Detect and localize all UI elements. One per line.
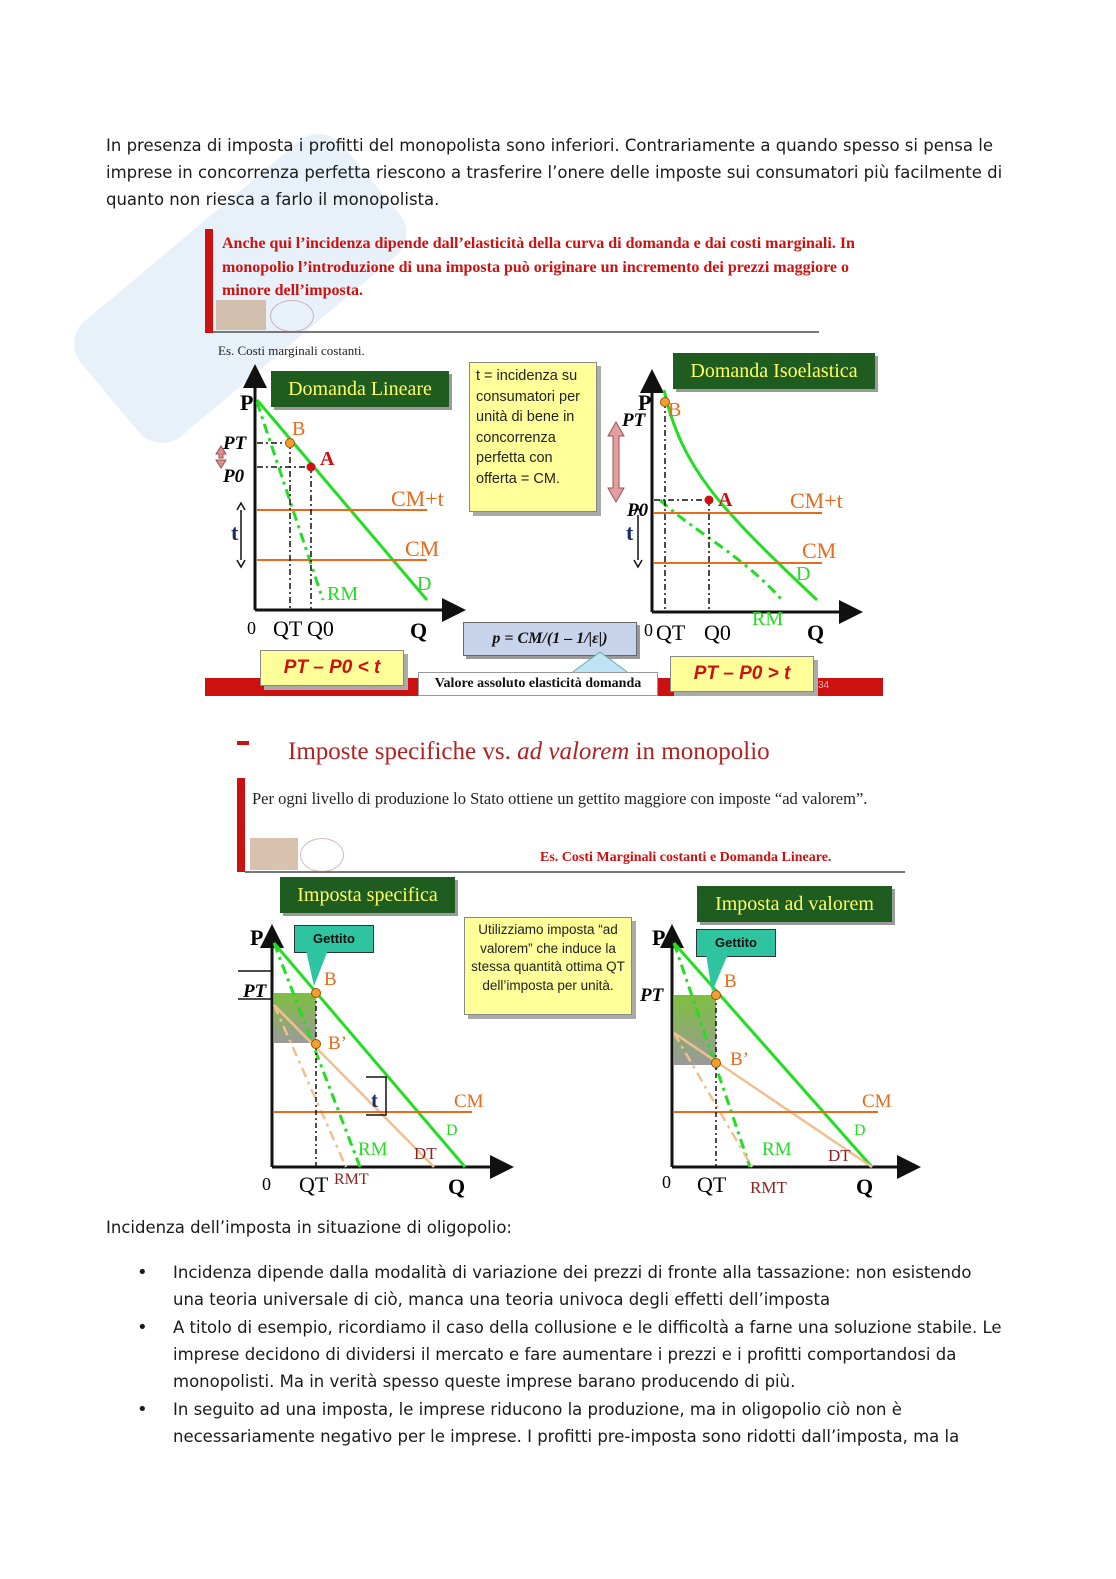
oligopoly-bullets (137, 1259, 1007, 1451)
label-q: Q (856, 1174, 874, 1199)
label-b-prime: B’ (730, 1049, 749, 1070)
label-t: t (371, 1088, 378, 1112)
chart-ad-valorem-tax (640, 905, 930, 1205)
point-b-prime (712, 1059, 721, 1068)
oligopoly-title: Incidenza dell’imposta in situazione di oligopolio: (106, 1218, 512, 1237)
label-qt: QT (299, 1172, 329, 1197)
slide1-rule (213, 331, 819, 333)
label-qt: QT (273, 616, 303, 641)
taxed-demand-line (274, 1005, 434, 1167)
bullet-item: • A titolo di esempio, ricordiamo il caso della collusione e le difficoltà a farne una soluzione stabile. Le imprese decidono di dividersi il mercato e fare aumentare i prezzi e i profitti comportandosi da monopolisti. Ma in verità spesso queste imprese barano producendo di più. (137, 1314, 1007, 1395)
label-pt: PT (223, 433, 247, 454)
slide2-rule (245, 871, 905, 873)
left-chart-title: Domanda Lineare (271, 371, 449, 407)
label-q0: Q0 (307, 616, 334, 641)
label-cm: CM (405, 536, 440, 561)
gettito-pointer-icon (300, 950, 340, 990)
label-zero: 0 (644, 620, 653, 640)
label-p0: P0 (627, 500, 649, 521)
point-a (307, 463, 316, 472)
label-a: A (320, 448, 335, 470)
ad-valorem-note: Utilizziamo imposta “ad valorem” che induce la stessa quantità ottima QT dell’imposta per unità. (464, 917, 632, 1015)
label-p0: P0 (223, 466, 245, 487)
label-q: Q (448, 1174, 466, 1199)
slide2-mark (237, 741, 249, 745)
label-t: t (626, 520, 634, 545)
gettito-pointer-icon-2 (700, 954, 740, 994)
seal-icon-2 (300, 838, 344, 872)
slide1-header: Anche qui l’incidenza dipende dall’elasticità della curva di domanda e dai costi marginali. In monopolio l’introduzione di una imposta può originare un incremento dei prezzi maggiore o minore dell’imposta. (222, 235, 855, 299)
gettito-callout-2: Gettito (696, 929, 776, 957)
label-b-prime: B’ (328, 1033, 347, 1054)
right-result-box: PT – P0 > t (670, 656, 814, 692)
bullet-item: • In seguito ad una imposta, le imprese riducono la produzione, ma in oligopolio ciò non è necessariamente negativo per le imprese. I profitti pre-imposta sono ridotti dall’imposta, ma la (137, 1396, 1007, 1450)
label-p: P (638, 390, 652, 415)
slide2-title-b: ad valorem (517, 738, 630, 765)
label-q: Q (807, 620, 825, 645)
chart-isoelastic-demand (612, 360, 872, 645)
label-dt: DT (414, 1144, 437, 1163)
slide2-title (288, 738, 770, 766)
label-cm-t: CM+t (790, 488, 843, 513)
label-cm: CM (454, 1091, 484, 1112)
label-rmt: RMT (334, 1171, 369, 1188)
label-q0: Q0 (704, 620, 731, 645)
label-cm-t: CM+t (391, 486, 444, 511)
label-cm: CM (802, 538, 837, 563)
label-d: D (446, 1122, 458, 1139)
label-a: A (718, 489, 733, 511)
right-chart-title: Domanda Isoelastica (673, 353, 875, 389)
label-d: D (796, 563, 811, 585)
label-zero: 0 (662, 1172, 671, 1192)
label-p: P (652, 925, 666, 950)
intro-paragraph: In presenza di imposta i profitti del monopolista sono inferiori. Contrariamente a quando spesso si pensa le imprese in concorrenza perfetta riescono a trasferire l’onere delle imposte sui consumatori più facilmente di quanto non riesca a farlo il monopolista. (106, 136, 1003, 209)
slide2-title-c: in monopolio (635, 738, 770, 765)
label-qt: QT (656, 620, 686, 645)
label-zero: 0 (262, 1174, 271, 1194)
label-p: P (240, 390, 254, 415)
label-b: B (292, 418, 306, 440)
seal-icon (270, 300, 314, 332)
left-result-box: PT – P0 < t (260, 650, 404, 686)
gettito-callout: Gettito (294, 925, 374, 953)
slide1-example: Es. Costi marginali costanti. (218, 343, 365, 358)
label-q: Q (410, 618, 428, 643)
label-dt: DT (828, 1146, 851, 1165)
label-rm: RM (327, 583, 359, 605)
university-seal-icon (216, 300, 266, 330)
label-b: B (324, 969, 337, 990)
left-chart-title-2: Imposta specifica (280, 877, 455, 913)
slide2-header: Per ogni livello di produzione lo Stato ottiene un gettito maggiore con imposte “ad valorem”. (252, 789, 868, 808)
label-rmt: RMT (750, 1178, 787, 1197)
label-d: D (854, 1122, 866, 1139)
formula-box: p = CM/(1 – 1/|ε|) (463, 622, 637, 656)
label-d: D (417, 573, 432, 595)
bullet-item: • Incidenza dipende dalla modalità di variazione dei prezzi di fronte alla tassazione: non esistendo una teoria universale di ciò, manca una teoria univoca degli effetti dell’imposta (137, 1259, 1007, 1313)
right-chart-title-2: Imposta ad valorem (697, 886, 892, 922)
gettito-area (674, 995, 716, 1065)
label-b: B (724, 971, 737, 992)
label-zero: 0 (247, 618, 256, 638)
label-pt: PT (640, 985, 664, 1006)
slide1-red-bar (205, 229, 213, 333)
slide1-page-number: 34 (818, 680, 830, 691)
slide2-example: Es. Costi Marginali costanti e Domanda Lineare. (540, 850, 832, 865)
point-a (705, 496, 714, 505)
label-rm: RM (752, 608, 784, 630)
label-pt: PT (622, 410, 646, 431)
label-qt: QT (697, 1172, 727, 1197)
label-pt: PT (243, 981, 267, 1002)
label-rm: RM (762, 1139, 792, 1160)
formula-note: Valore assoluto elasticità domanda (418, 672, 658, 696)
point-b-prime (312, 1040, 321, 1049)
label-p: P (250, 925, 264, 950)
slide2-title-a: Imposte specifiche vs. (288, 738, 511, 765)
label-cm: CM (862, 1091, 892, 1112)
label-rm: RM (358, 1139, 388, 1160)
slide2-red-bar (237, 778, 245, 872)
incidence-note: t = incidenza su consumatori per unità di bene in concorrenza perfetta con offerta = CM. (469, 362, 597, 512)
university-seal-icon-2 (250, 838, 298, 870)
label-b: B (668, 399, 682, 421)
label-t: t (231, 520, 239, 545)
